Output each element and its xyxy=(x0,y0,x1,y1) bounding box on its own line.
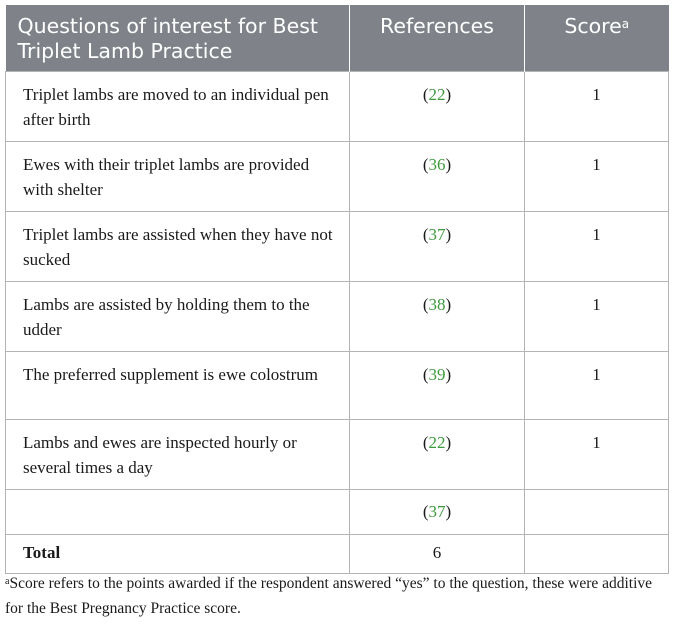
reference-cell xyxy=(350,72,525,142)
total-value: 6 xyxy=(350,535,525,574)
table-row xyxy=(6,212,669,282)
score-cell: 1 xyxy=(525,352,669,420)
header-references: References xyxy=(350,5,525,72)
reference-close-paren: ) xyxy=(445,295,452,314)
total-score-empty xyxy=(525,535,669,574)
score-cell: 1 xyxy=(525,212,669,282)
score-cell: 1 xyxy=(525,142,669,212)
footnote-marker: a xyxy=(5,576,10,587)
reference-open-paren: ( xyxy=(422,365,429,384)
header-row xyxy=(6,5,669,72)
reference-close-paren: ) xyxy=(445,85,452,104)
table-row xyxy=(6,282,669,352)
reference-close-paren: ) xyxy=(445,365,452,384)
table-footnote xyxy=(5,571,668,621)
reference-open-paren: ( xyxy=(422,225,429,244)
reference-cell xyxy=(350,142,525,212)
table-row xyxy=(6,352,669,420)
question-cell: Ewes with their triplet lambs are provided with shelter xyxy=(6,142,350,212)
table-body xyxy=(6,72,669,574)
reference-cell xyxy=(350,420,525,490)
question-cell xyxy=(6,490,350,535)
question-cell: Lambs and ewes are inspected hourly or several times a day xyxy=(6,420,350,490)
reference-close-paren: ) xyxy=(445,155,452,174)
reference-link[interactable]: 22 xyxy=(428,433,446,452)
table-row xyxy=(6,72,669,142)
reference-cell xyxy=(350,212,525,282)
best-triplet-lamb-practice-table xyxy=(5,5,669,574)
reference-link[interactable]: 37 xyxy=(428,502,446,521)
score-cell: 1 xyxy=(525,282,669,352)
reference-link[interactable]: 37 xyxy=(428,225,446,244)
table-row xyxy=(6,142,669,212)
reference-open-paren: ( xyxy=(422,85,429,104)
reference-open-paren: ( xyxy=(422,502,429,521)
footnote-text: Score refers to the points awarded if the respondent answered “yes” to the question, these were additive for the Best Pregnancy Practice score. xyxy=(5,575,653,617)
header-score-label: Score xyxy=(564,14,622,38)
total-label: Total xyxy=(6,535,350,574)
reference-link[interactable]: 39 xyxy=(428,365,446,384)
reference-open-paren: ( xyxy=(422,155,429,174)
table-header xyxy=(6,5,669,72)
reference-link[interactable]: 22 xyxy=(428,85,446,104)
reference-close-paren: ) xyxy=(445,225,452,244)
reference-link[interactable]: 38 xyxy=(428,295,446,314)
header-score xyxy=(525,5,669,72)
question-cell: The preferred supplement is ewe colostrum xyxy=(6,352,350,420)
reference-cell xyxy=(350,352,525,420)
reference-close-paren: ) xyxy=(445,502,452,521)
reference-close-paren: ) xyxy=(445,433,452,452)
question-cell: Triplet lambs are assisted when they have not sucked xyxy=(6,212,350,282)
reference-open-paren: ( xyxy=(422,433,429,452)
table-row xyxy=(6,490,669,535)
data-table-container xyxy=(5,5,668,574)
score-cell: 1 xyxy=(525,420,669,490)
reference-cell xyxy=(350,282,525,352)
score-cell: 1 xyxy=(525,72,669,142)
reference-open-paren: ( xyxy=(422,295,429,314)
question-cell: Lambs are assisted by holding them to the udder xyxy=(6,282,350,352)
header-question: Questions of interest for Best Triplet Lamb Practice xyxy=(6,5,350,72)
question-cell: Triplet lambs are moved to an individual pen after birth xyxy=(6,72,350,142)
reference-cell xyxy=(350,490,525,535)
header-score-footnote-marker: a xyxy=(621,17,630,31)
score-cell xyxy=(525,490,669,535)
table-row xyxy=(6,420,669,490)
reference-link[interactable]: 36 xyxy=(428,155,446,174)
total-row xyxy=(6,535,669,574)
